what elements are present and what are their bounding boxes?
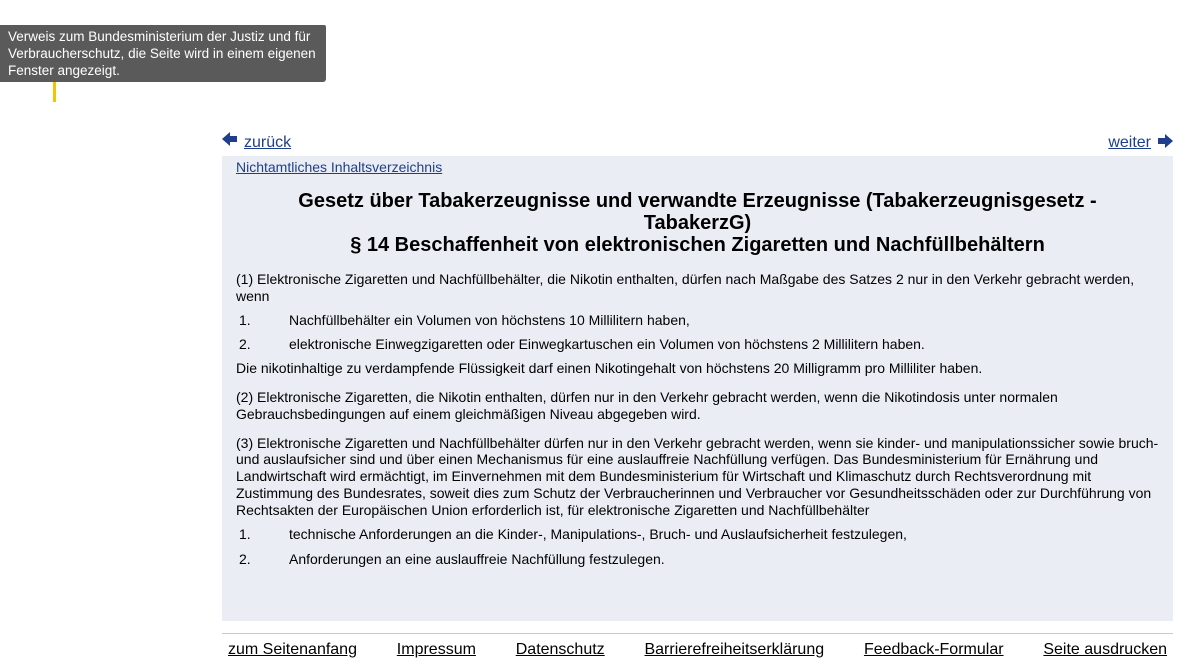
- law-title: Gesetz über Tabakerzeugnisse und verwandte Erzeugnisse (Tabakerzeugnisgesetz - TabakerzG): [298, 190, 1097, 234]
- section-title: § 14 Beschaffenheit von elektronischen Zigaretten und Nachfüllbehältern: [350, 234, 1045, 256]
- paragraph-3-list: [236, 526, 1159, 569]
- list-item: [236, 551, 1159, 568]
- list-item: [236, 312, 1159, 329]
- paragraph-1: (1) Elektronische Zigaretten und Nachfüllbehälter, die Nikotin enthalten, dürfen nach Maßgabe des Satzes 2 nur in den Verkehr gebracht werden, wenn: [236, 271, 1135, 304]
- focus-marker: [53, 82, 56, 102]
- tooltip: [0, 25, 326, 82]
- back-link[interactable]: [222, 134, 291, 152]
- paragraph-1-continuation: Die nikotinhaltige zu verdampfende Flüssigkeit darf einen Nikotingehalt von höchstens 20 Milligramm pro Milliliter haben.: [236, 360, 983, 377]
- list-item-text: technische Anforderungen an die Kinder-, Manipulations-, Bruch- und Auslaufsicherheit festzulegen,: [289, 525, 907, 542]
- paragraph-1-list: [236, 312, 1159, 354]
- navigation-row: [222, 132, 1173, 156]
- toc-link[interactable]: Nichtamtliches Inhaltsverzeichnis: [236, 159, 443, 175]
- list-item-text: Nachfüllbehälter ein Volumen von höchstens 10 Millilitern haben,: [289, 311, 690, 328]
- footer-link-impressum[interactable]: Impressum: [396, 641, 476, 658]
- list-item-number: 1.: [239, 311, 251, 328]
- arrow-right-icon: [1157, 133, 1173, 149]
- law-content: [222, 156, 1173, 621]
- footer-divider: [222, 633, 1173, 634]
- footer-link-barrierefreiheit[interactable]: Barrierefreiheitserklärung: [644, 641, 825, 658]
- list-item: [236, 526, 1159, 543]
- back-link-label: zurück: [244, 134, 292, 151]
- paragraph-3: (3) Elektronische Zigaretten und Nachfüllbehälter dürfen nur in den Verkehr gebracht werden, wenn sie kinder- und manipulationssicher sowie bruch- und auslaufsicher sind und über einen Mechanismus für eine auslauffreie Nachfüllung verfügen. Das Bundesministerium für Ernährung und Landwirtschaft wird ermächtigt, im Einvernehmen mit dem Bundesministerium für Wirtschaft und Klimaschutz durch Rechtsverordnung mit Zustimmung des Bundesrates, soweit dies zum Schutz der Verbraucherinnen und Verbraucher vor Gesundheitsschäden oder zur Durchführung von Rechtsakten der Europäischen Union erforderlich ist, für elektronische Zigaretten und Nachfüllbehälter: [236, 434, 1159, 518]
- list-item-number: 2.: [239, 551, 251, 568]
- footer-link-feedback[interactable]: Feedback-Formular: [863, 641, 1004, 658]
- list-item-number: 1.: [239, 525, 251, 542]
- list-item-text: elektronische Einwegzigaretten oder Einwegkartuschen ein Volumen von höchstens 2 Millilitern haben.: [289, 336, 925, 353]
- list-item: [236, 336, 1159, 353]
- footer-link-datenschutz[interactable]: Datenschutz: [515, 641, 605, 658]
- paragraph-2: (2) Elektronische Zigaretten, die Nikotin enthalten, dürfen nur in den Verkehr gebracht werden, wenn die Nikotindosis unter normalen Gebrauchsbedingungen auf einem gleichmäßigen Niveau abgegeben wird.: [236, 388, 1058, 422]
- law-body: [236, 271, 1159, 568]
- footer-nav: [222, 640, 1173, 660]
- footer-link-top[interactable]: zum Seitenanfang: [228, 641, 357, 658]
- arrow-left-icon: [222, 131, 238, 147]
- forward-link[interactable]: [1108, 134, 1173, 152]
- tooltip-text: Verweis zum Bundesministerium der Justiz und für Verbraucherschutz, die Seite wird in einem eigenen Fenster angezeigt.: [8, 29, 316, 78]
- forward-link-label: weiter: [1108, 134, 1151, 151]
- footer-link-print[interactable]: Seite ausdrucken: [1043, 641, 1167, 658]
- list-item-number: 2.: [239, 336, 251, 353]
- list-item-text: Anforderungen an eine auslauffreie Nachfüllung festzulegen.: [289, 551, 665, 568]
